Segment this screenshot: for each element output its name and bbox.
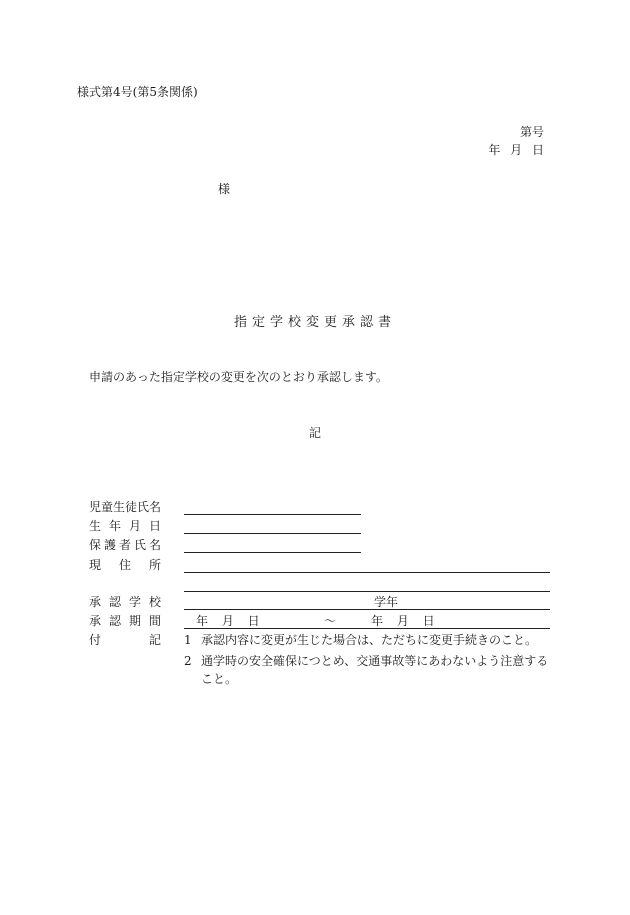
address-line-2 xyxy=(184,575,550,592)
note-number: 2 xyxy=(184,654,192,668)
period-start-date: 年 月 日 xyxy=(196,614,260,628)
note-number: 1 xyxy=(184,633,192,647)
birthdate-label: 生年月日 xyxy=(89,519,161,533)
approval-period-label: 承認期間 xyxy=(89,614,161,628)
notes-label: 付記 xyxy=(89,633,161,647)
issue-date-label: 年 月 日 xyxy=(488,143,544,157)
guardian-name-row xyxy=(89,536,559,554)
period-end-date: 年 月 日 xyxy=(371,614,435,628)
guardian-name-label: 保護者氏名 xyxy=(89,538,161,552)
approved-school-grade: 学年 xyxy=(374,595,399,609)
student-name-row xyxy=(89,498,559,516)
addressee-suffix: 様 xyxy=(218,182,231,196)
guardian-name-line xyxy=(184,536,361,553)
period-tilde: ～ xyxy=(324,614,337,628)
document-number-label: 第号 xyxy=(519,125,544,139)
note-item-1 xyxy=(184,631,556,649)
address-row xyxy=(89,556,559,574)
address-row-2 xyxy=(89,575,559,593)
student-name-line xyxy=(184,498,361,515)
ki-label: 記 xyxy=(308,426,321,440)
address-label: 現住所 xyxy=(89,558,161,572)
address-line-1 xyxy=(184,556,550,573)
body-text: 申請のあった指定学校の変更を次のとおり承認します。 xyxy=(89,370,388,384)
approval-period-row xyxy=(89,612,559,630)
note-text: 承認内容に変更が生じた場合は、ただちに変更手続きのこと。 xyxy=(201,633,538,647)
note-item-2 xyxy=(184,652,556,688)
note-text: 通学時の安全確保につとめ、交通事故等にあわないよう注意すること。 xyxy=(201,654,549,686)
approved-school-label: 承認学校 xyxy=(89,595,161,609)
form-number: 様式第4号(第5条関係) xyxy=(77,85,198,99)
student-name-label: 児童生徒氏名 xyxy=(89,500,162,514)
birthdate-line xyxy=(184,517,361,534)
document-title: 指定学校変更承認書 xyxy=(233,315,396,330)
birthdate-row xyxy=(89,517,559,535)
approved-school-row xyxy=(89,593,559,611)
approved-school-line xyxy=(184,593,550,610)
